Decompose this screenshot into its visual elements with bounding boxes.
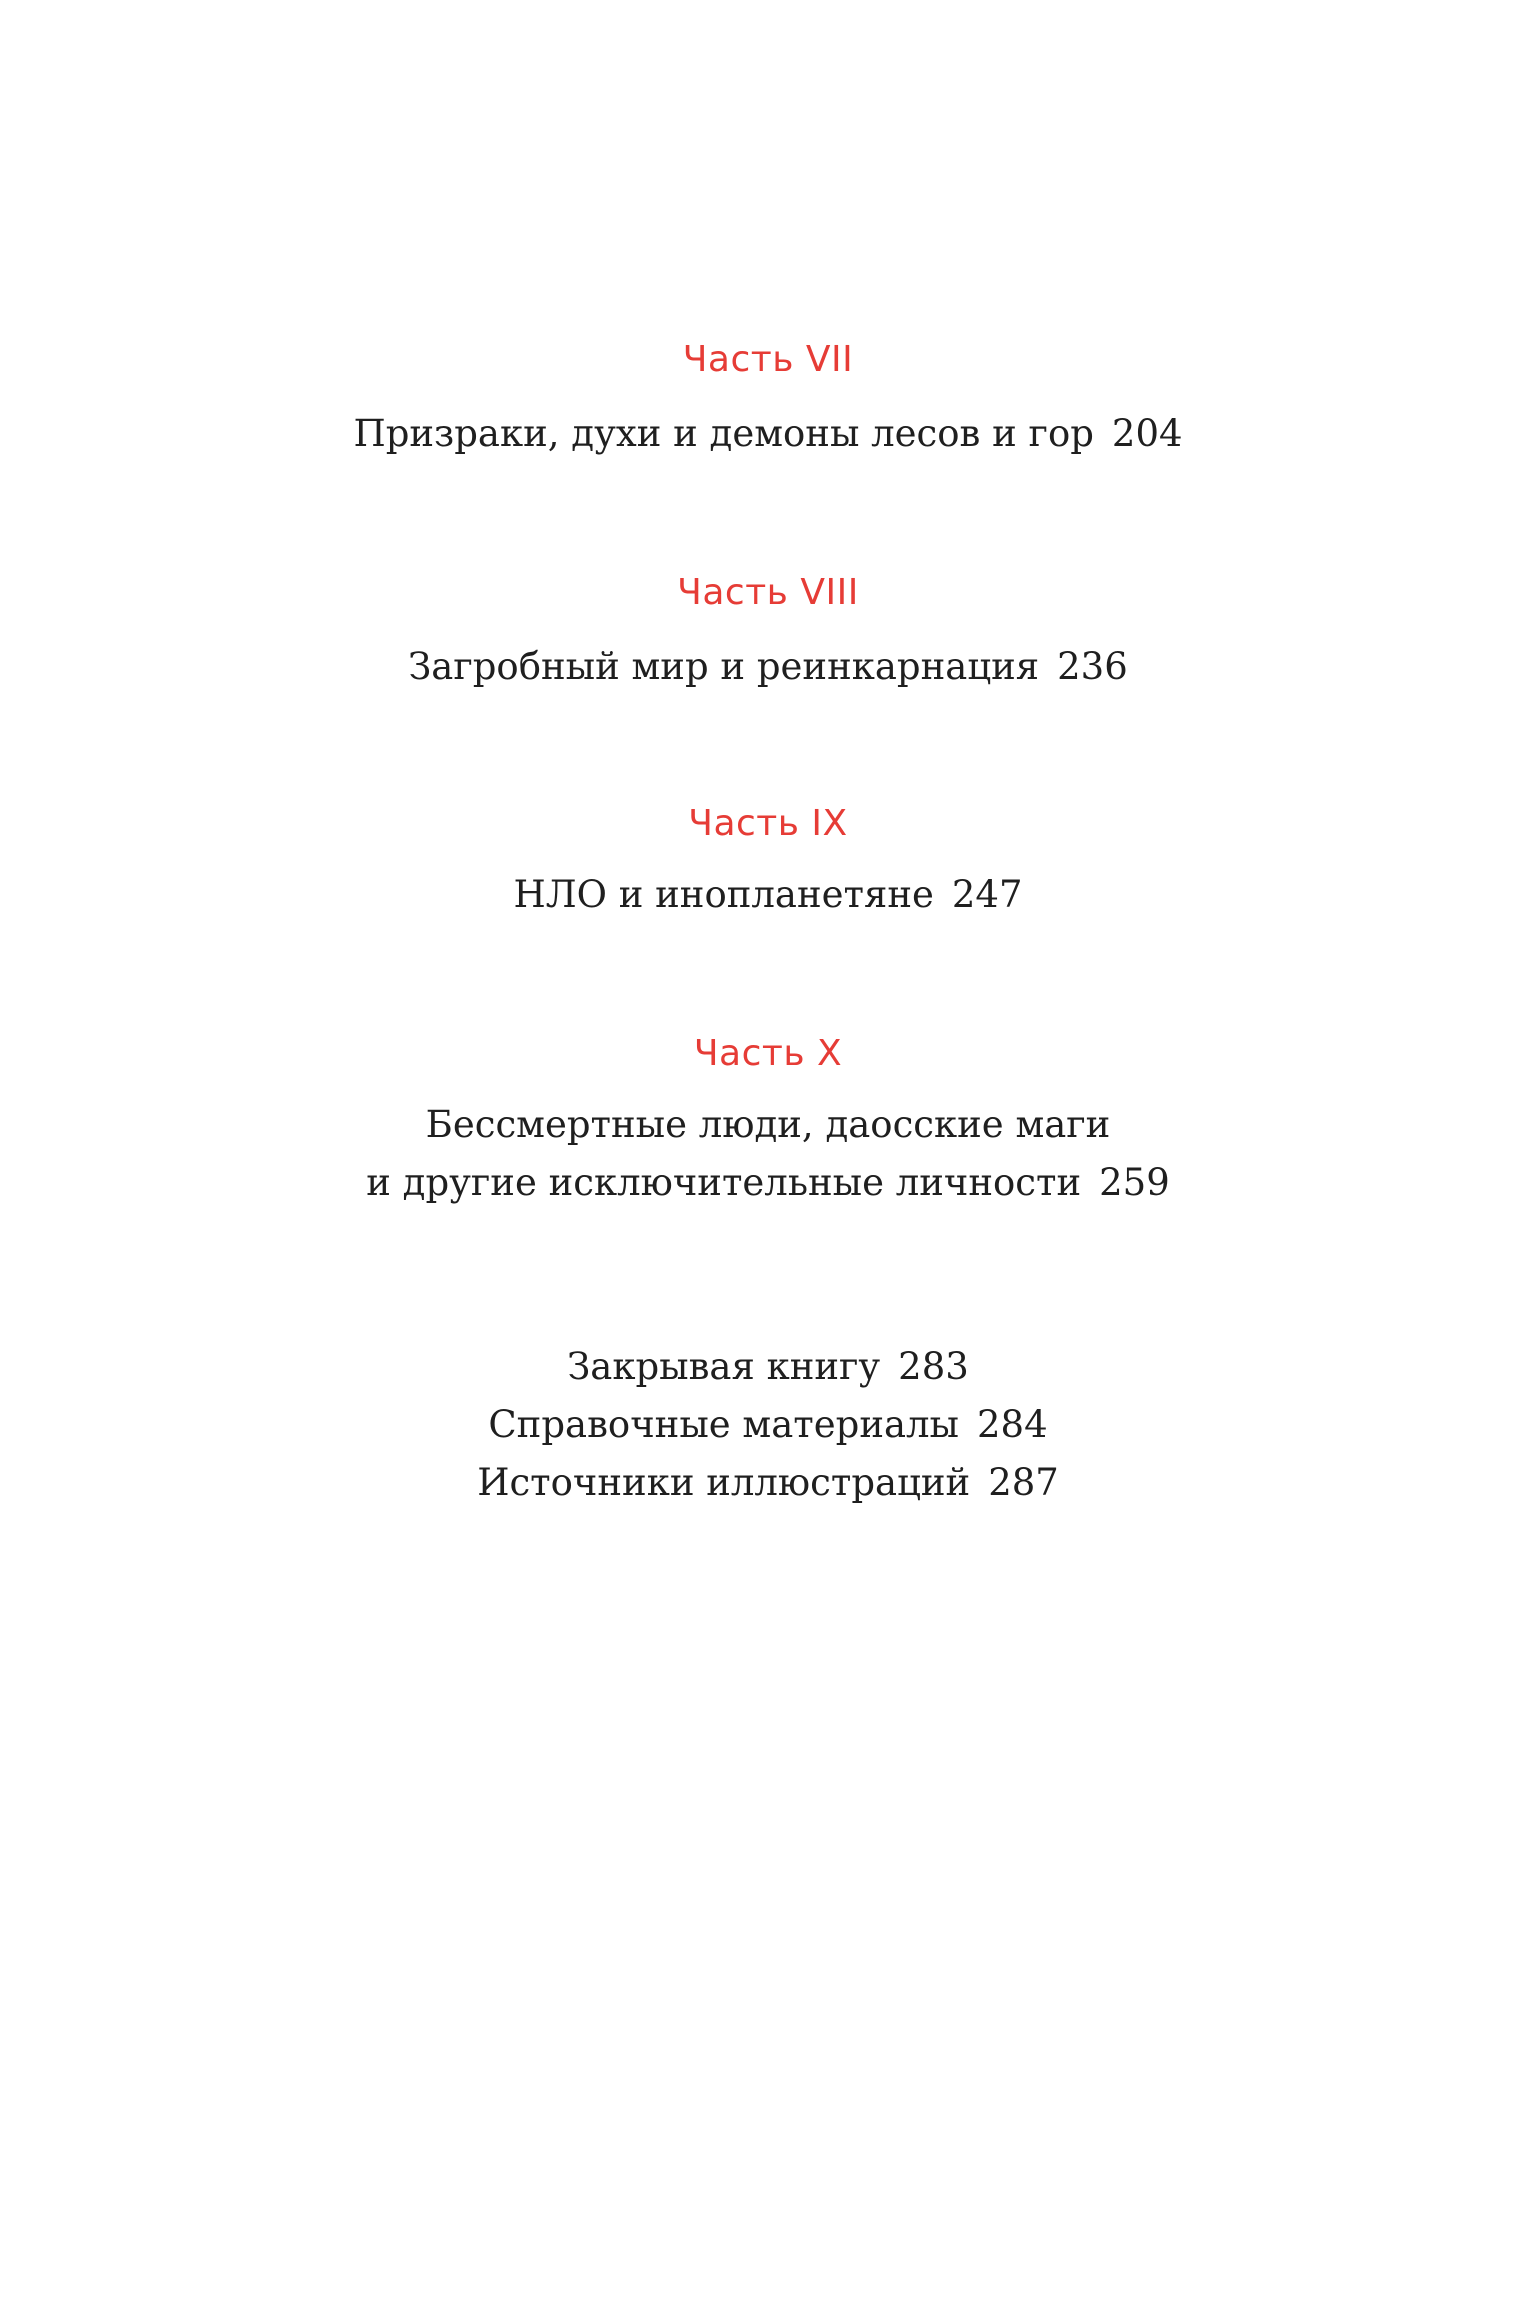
toc-entry-references[interactable] [0,1396,1536,1454]
toc-entry-page-number: 284 [977,1403,1048,1446]
toc-entry-title: Загробный мир и реинкарнация [408,645,1040,688]
toc-entry-title-line-2 [0,1154,1536,1212]
toc-entry-title: Справочные материалы [488,1403,959,1446]
toc-entry-part-vii[interactable] [0,405,1536,463]
toc-entry-part-x[interactable] [0,1096,1536,1212]
toc-entry-part-ix[interactable] [0,866,1536,924]
toc-entry-page-number: 259 [1099,1161,1170,1204]
toc-entry-page-number: 236 [1057,645,1128,688]
part-x-heading: Часть X [693,1033,843,1074]
toc-entry-title: Закрывая книгу [567,1345,881,1388]
toc-entry-page-number: 204 [1111,412,1183,455]
toc-entry-title-line-1: Бессмертные люди, даосские маги [425,1103,1111,1146]
part-ix-heading: Часть IX [688,803,848,844]
toc-entry-title: Призраки, духи и демоны лесов и гор [353,412,1094,455]
toc-entry-title: Источники иллюстраций [477,1461,971,1504]
part-vii-heading: Часть VII [682,339,854,380]
toc-back-matter-list [0,1338,1536,1512]
toc-entry-title: НЛО и инопланетяне [513,873,934,916]
toc-entry-page-number: 283 [898,1345,969,1388]
toc-entry-title: и другие исключительные личности [366,1161,1082,1204]
toc-entry-closing[interactable] [0,1338,1536,1396]
toc-entry-page-number: 287 [988,1461,1059,1504]
part-viii-heading: Часть VIII [677,572,859,613]
toc-entry-illustration-sources[interactable] [0,1454,1536,1512]
toc-entry-part-viii[interactable] [0,638,1536,696]
toc-entry-page-number: 247 [951,873,1023,916]
